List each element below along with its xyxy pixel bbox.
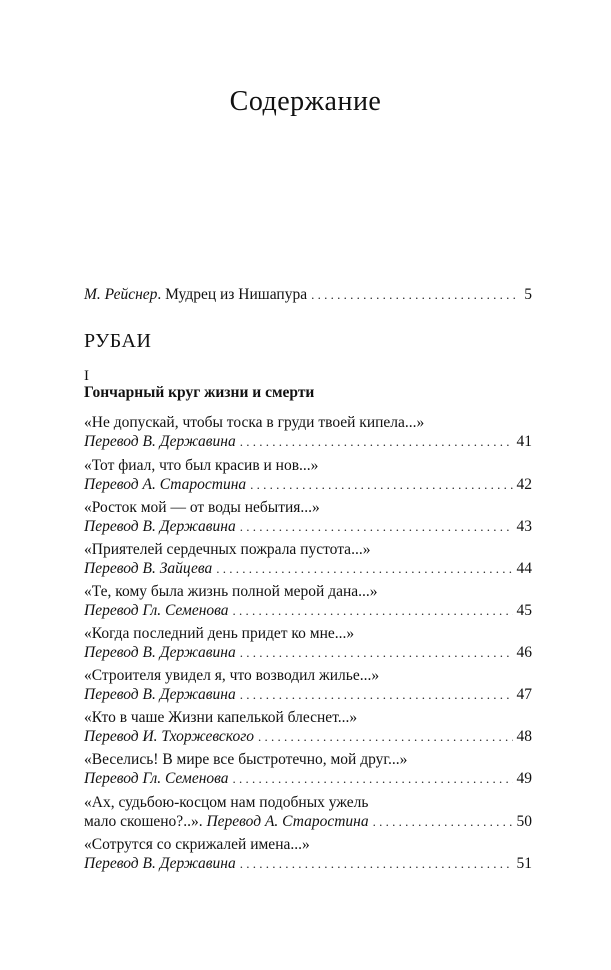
entry-page-number: 47	[516, 686, 532, 703]
entry-translator: Перевод В. Зайцева	[84, 560, 213, 577]
entry-translator: Перевод Гл. Семенова	[84, 770, 229, 787]
entry-translator: Перевод Гл. Семенова	[84, 602, 229, 619]
entry-first-line: «Сотрутся со скрижалей имена...»	[84, 836, 310, 853]
dot-leader	[240, 519, 513, 535]
entry-translator: Перевод В. Державина	[84, 644, 236, 661]
part-title: Гончарный круг жизни и смерти	[84, 384, 315, 401]
intro-title: . Мудрец из Нишапура	[157, 286, 308, 303]
entry-first-line: «Росток мой — от воды небытия...»	[84, 499, 320, 516]
dot-leader	[373, 814, 513, 830]
dot-leader	[250, 477, 512, 493]
entry-first-line: «Тот фиал, что был красив и нов...»	[84, 457, 319, 474]
dot-leader	[233, 771, 513, 787]
toc-entry	[84, 518, 532, 536]
intro-page-number: 5	[524, 286, 532, 303]
entry-page-number: 49	[516, 770, 532, 787]
entry-translator: Перевод В. Державина	[84, 686, 236, 703]
entry-first-line: «Веселись! В мире все быстротечно, мой друг...»	[84, 751, 408, 768]
entry-first-line: «Не допускай, чтобы тоска в груди твоей кипела...»	[84, 414, 425, 431]
entry-page-number: 46	[516, 644, 532, 661]
dot-leader	[258, 729, 513, 745]
entry-page-number: 41	[516, 433, 532, 450]
entry-page-number: 42	[516, 476, 532, 493]
toc-entry	[84, 686, 532, 704]
entry-first-line: «Кто в чаше Жизни капелькой блеснет...»	[84, 709, 358, 726]
dot-leader	[216, 561, 512, 577]
entry-translator: Перевод В. Державина	[84, 518, 236, 535]
intro-entry-text	[84, 286, 307, 304]
entry-page-number: 45	[516, 602, 532, 619]
part-number: I	[84, 368, 89, 384]
entry-page-number: 50	[516, 813, 532, 830]
entry-first-line: «Строителя увидел я, что возводил жилье...»	[84, 667, 380, 684]
toc-entry	[84, 770, 532, 788]
entry-translator: Перевод В. Державина	[84, 855, 236, 872]
entry-translator: Перевод А. Старостина	[206, 813, 369, 830]
entry-page-number: 48	[516, 728, 532, 745]
entry-page-number: 44	[516, 560, 532, 577]
toc-entry	[84, 560, 532, 578]
entry-page-number: 51	[516, 855, 532, 872]
toc-entry	[84, 728, 532, 746]
dot-leader	[240, 434, 513, 450]
entry-text	[84, 813, 369, 831]
toc-entry	[84, 433, 532, 451]
toc-entry	[84, 602, 532, 620]
toc-entry	[84, 855, 532, 873]
dot-leader	[240, 687, 513, 703]
toc-entry-intro	[84, 286, 532, 304]
entry-translator: Перевод А. Старостина	[84, 476, 247, 493]
entry-first-line: «Приятелей сердечных пожрала пустота...»	[84, 541, 371, 558]
entry-page-number: 43	[516, 518, 532, 535]
dot-leader	[240, 645, 513, 661]
intro-author: М. Рейснер	[84, 286, 158, 303]
page-title: Содержание	[229, 86, 382, 117]
toc-entry	[84, 476, 532, 494]
entry-second-line: мало скошено?..».	[84, 813, 203, 830]
entry-translator: Перевод И. Тхоржевского	[84, 728, 254, 745]
entry-first-line: «Когда последний день придет ко мне...»	[84, 625, 355, 642]
dot-leader	[311, 287, 520, 303]
toc-entry	[84, 644, 532, 662]
toc-entry	[84, 813, 532, 831]
entry-first-line: «Те, кому была жизнь полной мерой дана...»	[84, 583, 378, 600]
entry-first-line: «Ах, судьбою-косцом нам подобных ужель	[84, 794, 369, 811]
section-heading: РУБАИ	[84, 330, 152, 352]
dot-leader	[233, 603, 513, 619]
dot-leader	[240, 856, 513, 872]
entry-translator: Перевод В. Державина	[84, 433, 236, 450]
